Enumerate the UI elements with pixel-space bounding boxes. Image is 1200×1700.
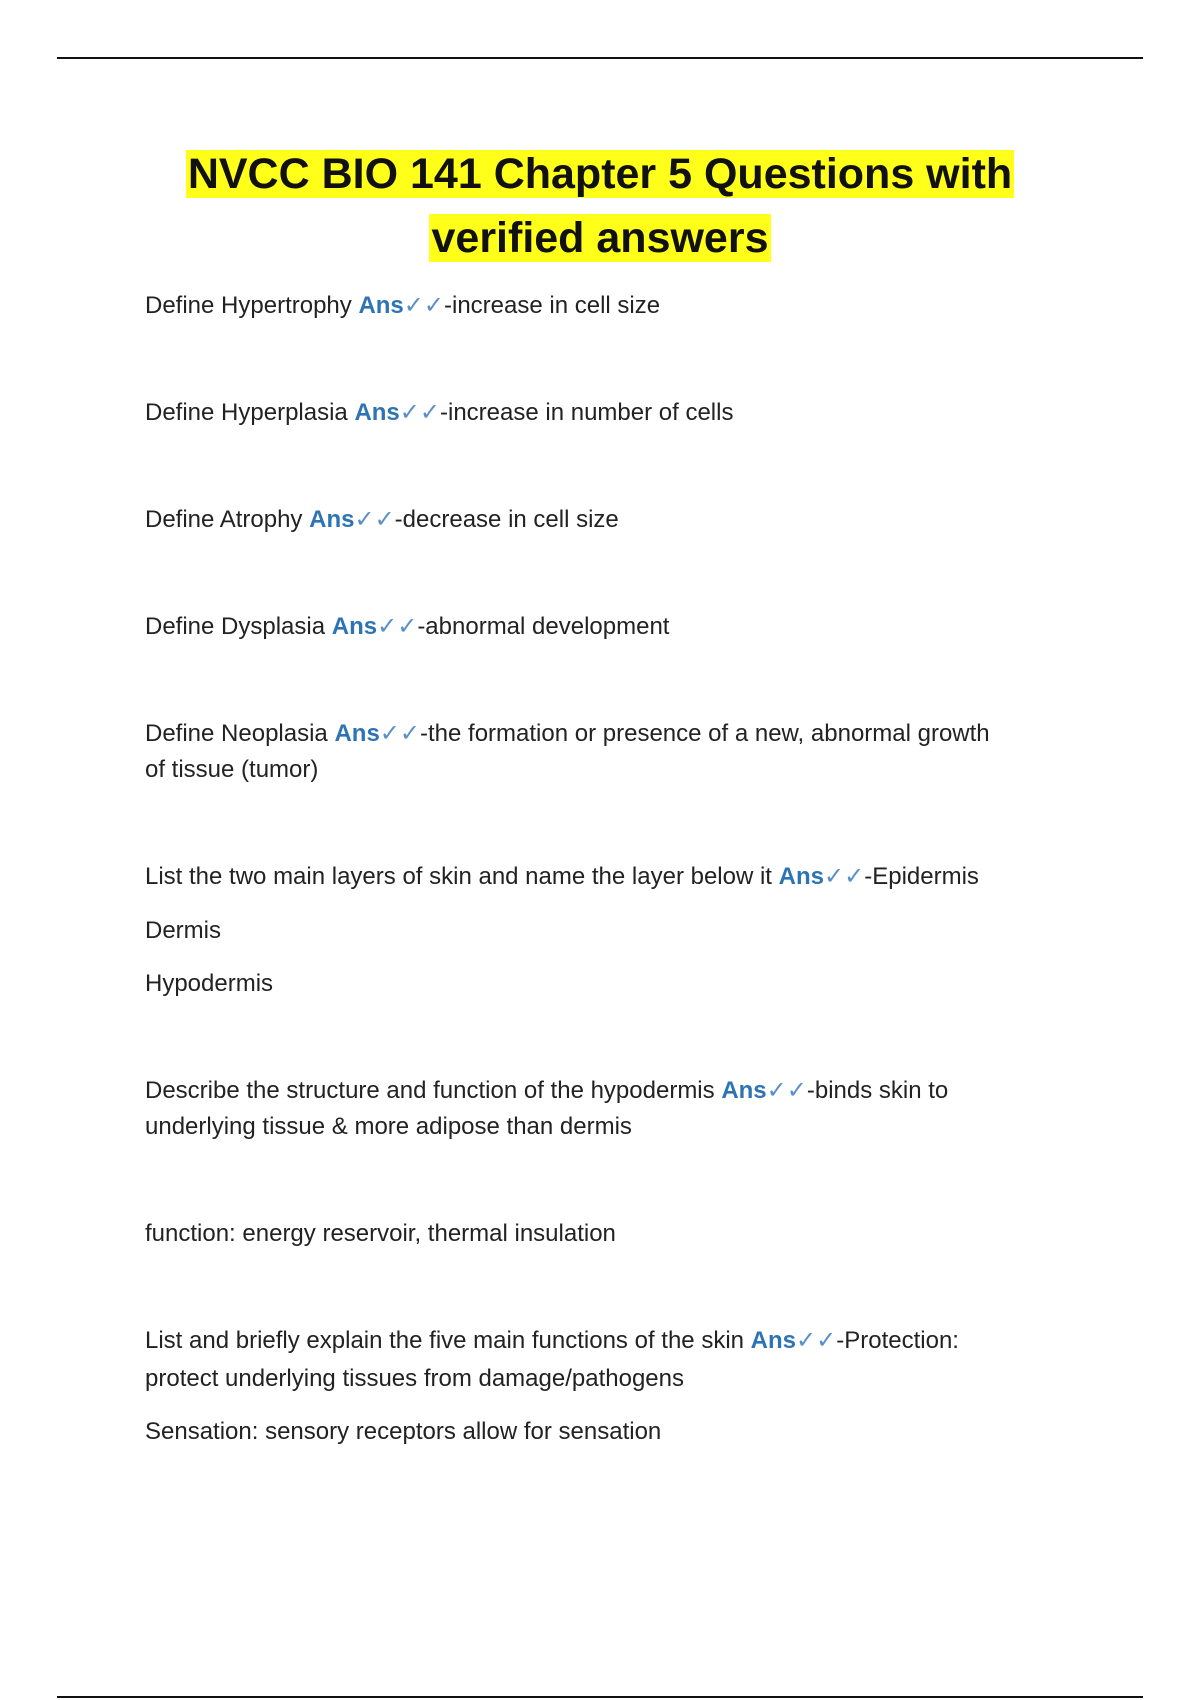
answer-line: function: energy reservoir, thermal insulation (145, 1220, 616, 1247)
qa-item-skin-layers (145, 859, 1085, 895)
answer-text: -Epidermis (864, 863, 979, 890)
ans-label: Ans (750, 1327, 797, 1354)
footer-rule (57, 1696, 1143, 1698)
answer-text: -increase in number of cells (440, 399, 734, 426)
answer-text: -abnormal development (417, 613, 670, 640)
question-text: List and briefly explain the five main functions of the skin (145, 1327, 751, 1354)
check-mark-icon: ✓✓ (399, 399, 440, 426)
answer-text: -Protection: (836, 1327, 959, 1354)
question-text: Define Neoplasia (145, 720, 335, 747)
qa-item-hypertrophy (145, 288, 1085, 324)
question-text: Define Hypertrophy (145, 292, 359, 319)
ans-label: Ans (778, 863, 824, 890)
answer-continuation: underlying tissue & more adipose than dermis (145, 1113, 632, 1140)
answer-text: -binds skin to (806, 1077, 949, 1104)
qa-item-hyperplasia (145, 395, 1085, 431)
check-mark-icon: ✓✓ (354, 506, 395, 533)
question-text: Define Atrophy (145, 506, 310, 533)
ans-label: Ans (354, 399, 400, 426)
question-text: Define Hyperplasia (145, 399, 355, 426)
title-line-1: NVCC BIO 141 Chapter 5 Questions with (187, 150, 1013, 198)
check-mark-icon: ✓✓ (377, 613, 418, 640)
answer-continuation: of tissue (tumor) (145, 756, 319, 783)
ans-label: Ans (334, 720, 380, 747)
qa-item-dysplasia (145, 609, 1085, 645)
answer-text: -decrease in cell size (394, 506, 619, 533)
answer-line: Dermis (145, 917, 221, 944)
check-mark-icon: ✓✓ (766, 1077, 807, 1104)
answer-text: -increase in cell size (444, 292, 661, 319)
ans-label: Ans (331, 613, 378, 640)
answer-line: Sensation: sensory receptors allow for sensation (145, 1418, 662, 1445)
answer-continuation: protect underlying tissues from damage/pathogens (145, 1365, 684, 1392)
check-mark-icon: ✓✓ (403, 292, 444, 319)
qa-item-atrophy (145, 502, 1085, 538)
question-text: List the two main layers of skin and name the layer below it (145, 863, 779, 890)
qa-item-neoplasia (145, 716, 1085, 752)
ans-label: Ans (721, 1077, 767, 1104)
question-text: Describe the structure and function of the hypodermis (145, 1077, 722, 1104)
qa-item-hypodermis (145, 1073, 1085, 1109)
answer-text: -the formation or presence of a new, abnormal growth (420, 720, 990, 747)
title-line-2: verified answers (431, 214, 769, 262)
question-text: Define Dysplasia (145, 613, 332, 640)
check-mark-icon: ✓✓ (796, 1327, 837, 1354)
ans-label: Ans (358, 292, 404, 319)
qa-item-skin-functions (145, 1323, 1085, 1359)
ans-label: Ans (309, 506, 355, 533)
check-mark-icon: ✓✓ (824, 863, 865, 890)
check-mark-icon: ✓✓ (379, 720, 421, 747)
answer-line: Hypodermis (145, 970, 274, 997)
document-title (0, 142, 1200, 270)
header-rule (57, 57, 1143, 59)
